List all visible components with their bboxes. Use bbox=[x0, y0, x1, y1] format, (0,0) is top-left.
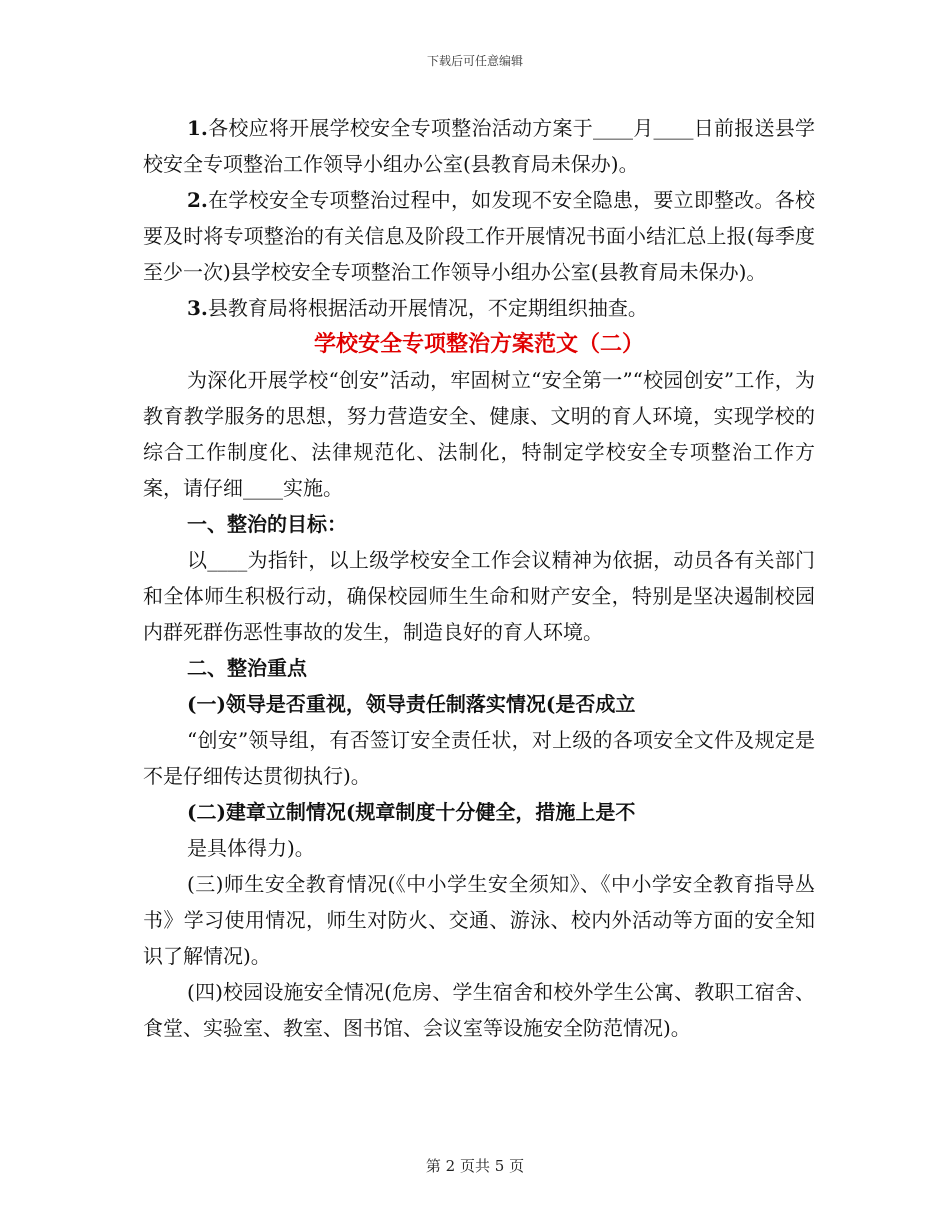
focus-heading: 二、整治重点 bbox=[187, 656, 307, 680]
item-2 bbox=[143, 182, 815, 290]
page-footer: 第 2 页共 5 页 bbox=[425, 1157, 525, 1175]
goal-heading: 一、整治的目标： bbox=[187, 512, 347, 536]
focus-1-paragraph: “创安”领导组，有否签订安全责任状，对上级的各项安全文件及规定是不是仔细传达贯彻执行)。 bbox=[143, 728, 815, 788]
focus-2-heading: (二)建章立制情况(规章制度十分健全，措施上是不 bbox=[187, 800, 636, 824]
focus-4-paragraph: (四)校园设施安全情况(危房、学生宿舍和校外学生公寓、教职工宿舍、食堂、实验室、教室、图书馆、会议室等设施安全防范情况)。 bbox=[143, 980, 815, 1040]
section-title: 学校安全专项整治方案范文（二） bbox=[313, 331, 644, 357]
item-2-number: 2. bbox=[187, 188, 208, 212]
item-3-number: 3. bbox=[187, 296, 208, 320]
item-1-text: 各校应将开展学校安全专项整治活动方案于____月____日前报送县学校安全专项整治工作领导小组办公室(县教育局未保办)。 bbox=[143, 116, 815, 176]
item-1 bbox=[143, 110, 815, 182]
item-1-number: 1. bbox=[187, 116, 208, 140]
document-body bbox=[143, 110, 815, 1046]
item-2-text: 在学校安全专项整治过程中，如发现不安全隐患，要立即整改。各校要及时将专项整治的有关信息及阶段工作开展情况书面小结汇总上报(每季度至少一次)县学校安全专项整治工作领导小组办公室(县教育局未保办)。 bbox=[143, 188, 815, 284]
goal-paragraph: 以____为指针，以上级学校安全工作会议精神为依据，动员各有关部门和全体师生积极行动，确保校园师生生命和财产安全，特别是坚决遏制校园内群死群伤恶性事故的发生，制造良好的育人环境。 bbox=[143, 548, 815, 644]
focus-3-paragraph: (三)师生安全教育情况(《中小学生安全须知》、《中小学安全教育指导丛书》学习使用情况，师生对防火、交通、游泳、校内外活动等方面的安全知识了解情况)。 bbox=[143, 872, 815, 968]
item-3 bbox=[143, 290, 815, 326]
page-header: 下载后可任意编辑 bbox=[426, 54, 523, 68]
focus-2-paragraph: 是具体得力)。 bbox=[187, 836, 315, 860]
intro-paragraph: 为深化开展学校“创安”活动，牢固树立“安全第一”“校园创安”工作，为教育教学服务的思想，努力营造安全、健康、文明的育人环境，实现学校的综合工作制度化、法律规范化、法制化，特制定学校安全专项整治工作方案，请仔细____实施。 bbox=[143, 368, 815, 500]
item-3-text: 县教育局将根据活动开展情况，不定期组织抽查。 bbox=[207, 296, 648, 320]
focus-1-heading: (一)领导是否重视，领导责任制落实情况(是否成立 bbox=[187, 692, 636, 716]
